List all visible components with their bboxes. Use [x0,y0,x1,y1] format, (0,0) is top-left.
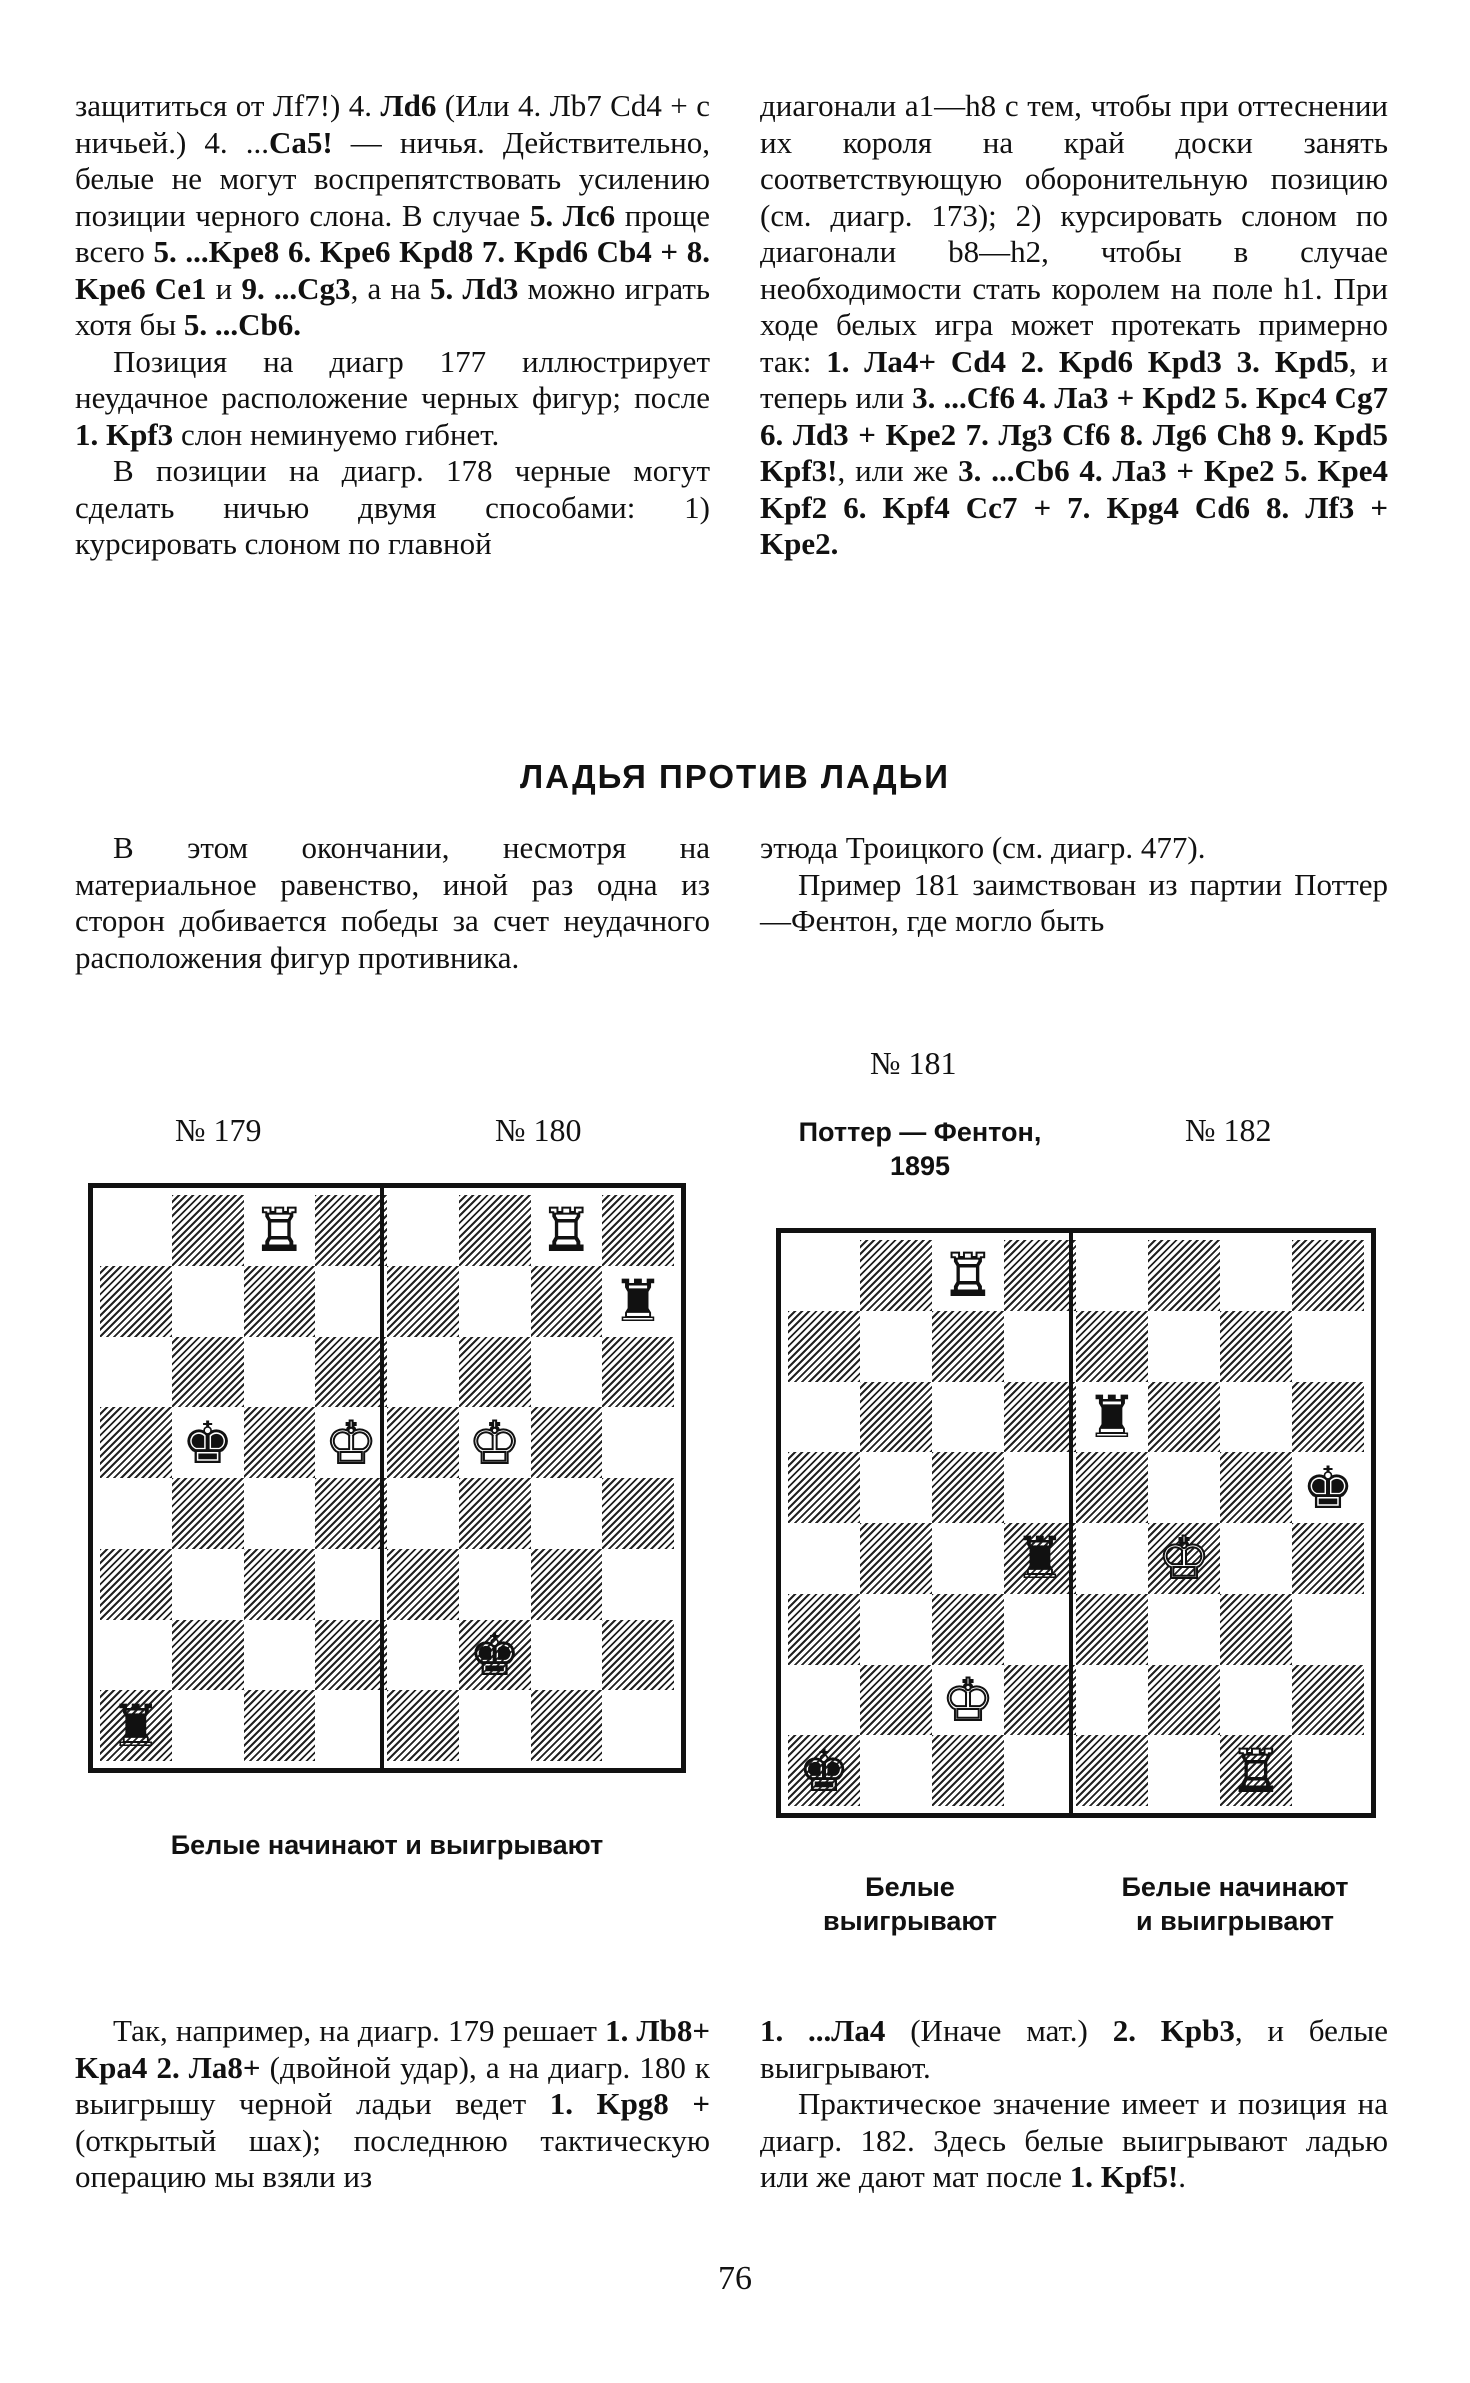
board-square [1148,1382,1220,1453]
board-square [1148,1311,1220,1382]
board-square [788,1735,860,1806]
diagram-181-game [760,1115,1080,1183]
board-square [315,1407,387,1478]
board-square [387,1690,459,1761]
paragraph: Пример 181 заимствован из партии Поттер—Фентон, где могло быть [760,866,1388,938]
diagram-181-players: Поттер — Фентон, [798,1117,1042,1147]
black-rook-icon: ♜ [109,1691,162,1760]
board-square [387,1337,459,1408]
board-square [387,1195,459,1266]
text-column-top-right [760,88,1388,563]
board-square [459,1266,531,1337]
diagram-180-label: № 180 [495,1112,582,1148]
board-square [1292,1382,1364,1453]
board-divider-left [380,1188,384,1768]
text-column-top-left [75,88,710,563]
board-square [244,1690,316,1761]
board-square [1076,1665,1148,1736]
board-square [172,1407,244,1478]
board-square [1292,1311,1364,1382]
board-square [1004,1665,1076,1736]
board-square [244,1337,316,1408]
board-square [100,1195,172,1266]
board-square [788,1594,860,1665]
paragraph: Позиция на диагр 177 иллюстрирует неудачное расположение черных фигур; после 1. Kpf3 слон неминуемо гибнет. [75,343,710,452]
paragraph: диагонали a1—h8 с тем, чтобы при оттеснении их короля на край доски занять соответствующую оборонительную позицию (см. диагр. 173); 2) курсировать слоном по диагонали b8—h2, чтобы в случае необходимости стать королем на поле h1. При ходе белых игра может протекать примерно так: 1. Ла4+ Cd4 2. Kpd6 Kpd3 3. Kpd5, и теперь или 3. ...Cf6 4. Ла3 + Kpd2 5. Kpc4 Cg7 6. Лd3 + Kpe2 7. Лg3 Cf6 8. Лg6 Ch8 9. Kpd5 Kpf3!, или же 3. ...Cb6 4. Ла3 + Kpe2 5. Kpe4 Kpf2 6. Kpf4 Cc7 + 7. Kpg4 Cd6 8. Лf3 + Kpe2. [760,88,1389,561]
caption-182-line1: Белые начинают [1121,1872,1349,1902]
board-square [244,1620,316,1691]
board-square [860,1311,932,1382]
board-square [459,1407,531,1478]
board-square [387,1407,459,1478]
board-square [244,1195,316,1266]
board-square [788,1523,860,1594]
paragraph: Практическое значение имеет и позиция на диагр. 182. Здесь белые выигрывают ладью или же дают мат после 1. Kpf5!. [760,2086,1388,2194]
white-king-icon: ♔ [1158,1524,1210,1593]
board-square [602,1337,674,1408]
board-square [860,1594,932,1665]
paragraph: Так, например, на диагр. 179 решает 1. Лb8+ Kpa4 2. Ла8+ (двойной удар), а на диагр. 180 к выигрышу черной ладьи ведет 1. Kpg8 + (открытый шах); последнюю тактическую операцию мы взяли из [75,2013,710,2194]
board-square [860,1382,932,1453]
white-rook-icon: ♖ [1230,1736,1282,1805]
board-square [1292,1665,1364,1736]
board-square [602,1620,674,1691]
caption-179-180: Белые начинают и выигрывают [170,1830,604,1860]
black-rook-icon: ♜ [1014,1524,1066,1593]
board-square [932,1665,1004,1736]
board-square [1292,1735,1364,1806]
diagram-181-year: 1895 [889,1151,951,1181]
board-square [459,1549,531,1620]
board-square [860,1665,932,1736]
board-square [788,1311,860,1382]
board-square [1292,1594,1364,1665]
chessboard-179-180 [88,1183,686,1773]
board-square [860,1240,932,1311]
board-divider-right [1069,1233,1073,1813]
board-square [244,1266,316,1337]
board-square [531,1478,603,1549]
board-square [172,1620,244,1691]
board-square [860,1523,932,1594]
board-square [1148,1665,1220,1736]
board-square [602,1549,674,1620]
board-square [1076,1452,1148,1523]
board-square [1292,1240,1364,1311]
board-square [315,1337,387,1408]
board-square [1148,1240,1220,1311]
board-square [1004,1311,1076,1382]
white-rook-icon: ♖ [540,1196,593,1265]
paragraph: этюда Троицкого (см. диагр. 477). [760,830,1206,865]
board-square [932,1735,1004,1806]
board-square [387,1478,459,1549]
board-square [602,1407,674,1478]
black-king-icon: ♚ [468,1620,521,1689]
board-square [1148,1735,1220,1806]
board-square [932,1311,1004,1382]
board-square [1220,1523,1292,1594]
board-square [1076,1594,1148,1665]
board-square [387,1549,459,1620]
board-square [1220,1735,1292,1806]
black-king-icon: ♚ [181,1408,234,1477]
board-square [602,1478,674,1549]
board-square [932,1523,1004,1594]
chessboard-181-182 [776,1228,1376,1818]
board-square [788,1665,860,1736]
board-square [315,1478,387,1549]
board-square [860,1735,932,1806]
board-square [1292,1523,1364,1594]
board-square [244,1407,316,1478]
board-square [602,1266,674,1337]
board-square [244,1478,316,1549]
board-square [459,1620,531,1691]
text-column-mid-left [75,830,710,976]
text-column-mid-right [760,830,1388,940]
board-square [531,1620,603,1691]
board-square [531,1407,603,1478]
white-king-icon: ♔ [942,1665,994,1734]
board-square [531,1337,603,1408]
board-square [172,1690,244,1761]
board-square [172,1337,244,1408]
board-square [1148,1594,1220,1665]
board-square [1004,1735,1076,1806]
white-rook-icon: ♖ [942,1241,994,1310]
board-square [1004,1382,1076,1453]
board-square [100,1690,172,1761]
diagram-179-label: № 179 [175,1112,262,1148]
board-square [1292,1452,1364,1523]
caption-182 [1090,1870,1380,1938]
board-square [860,1452,932,1523]
board-square [1220,1382,1292,1453]
section-heading: ЛАДЬЯ ПРОТИВ ЛАДЬИ [519,758,951,795]
board-square [1220,1311,1292,1382]
board-square [100,1407,172,1478]
board-square [100,1337,172,1408]
board-square [602,1690,674,1761]
board-square [1220,1240,1292,1311]
board-square [172,1549,244,1620]
board-square [172,1478,244,1549]
black-rook-icon: ♜ [612,1267,665,1336]
board-square [1220,1452,1292,1523]
black-king-icon: ♚ [798,1736,850,1805]
board-square [315,1620,387,1691]
board-square [932,1594,1004,1665]
board-square [1076,1240,1148,1311]
paragraph: В позиции на диагр. 178 черные могут сделать ничью двумя способами: 1) курсировать слоном по главной [75,453,710,561]
board-square [788,1382,860,1453]
board-square [1220,1594,1292,1665]
board-square [172,1195,244,1266]
board-square [315,1266,387,1337]
board-square [932,1382,1004,1453]
board-square [1004,1594,1076,1665]
diagram-181-label: № 181 [870,1045,957,1081]
board-square [100,1478,172,1549]
board-square [1076,1523,1148,1594]
board-square [1148,1523,1220,1594]
board-square [1076,1311,1148,1382]
board-square [100,1549,172,1620]
paragraph: защититься от Лf7!) 4. Лd6 (Или 4. Лb7 Cd4 + с ничьей.) 4. ...Ca5! — ничья. Действительно, белые не могут воспрепятствовать усилению позиции черного слона. В случае 5. Лс6 проще всего 5. ...Kpe8 6. Kpe6 Kpd8 7. Kpd6 Cb4 + 8. Kpe6 Ce1 и 9. ...Cg3, а на 5. Лd3 можно играть хотя бы 5. ...Cb6. [75,88,711,342]
board-square [932,1240,1004,1311]
board-square [1004,1523,1076,1594]
white-rook-icon: ♖ [253,1196,306,1265]
board-square [459,1337,531,1408]
board-square [788,1452,860,1523]
board-square [315,1549,387,1620]
board-grid-right [788,1240,1364,1806]
paragraph: 1. ...Ла4 (Иначе мат.) 2. Kpb3, и белые выигрывают. [760,2013,1388,2085]
white-king-icon: ♔ [468,1408,521,1477]
board-grid-left [100,1195,674,1761]
caption-182-line2: и выигрывают [1135,1906,1335,1936]
page-number: 76 [718,2260,752,2297]
board-square [1148,1452,1220,1523]
board-square [459,1478,531,1549]
board-square [531,1266,603,1337]
board-square [531,1690,603,1761]
board-square [387,1620,459,1691]
board-square [531,1549,603,1620]
caption-181-line2: выигрывают [823,1906,997,1936]
caption-181-line1: Белые [865,1872,955,1902]
paragraph: В этом окончании, несмотря на материальное равенство, иной раз одна из сторон добивается победы за счет неудачного расположения фигур противника. [75,830,710,975]
board-square [788,1240,860,1311]
board-square [172,1266,244,1337]
white-king-icon: ♔ [325,1408,378,1477]
board-square [1076,1735,1148,1806]
black-king-icon: ♚ [1302,1453,1354,1522]
board-square [459,1195,531,1266]
black-rook-icon: ♜ [1086,1382,1138,1451]
board-square [315,1690,387,1761]
board-square [531,1195,603,1266]
board-square [459,1690,531,1761]
text-column-bottom-right [760,2013,1388,2196]
board-square [1004,1452,1076,1523]
board-square [244,1549,316,1620]
text-column-bottom-left [75,2013,710,2196]
board-square [315,1195,387,1266]
board-square [387,1266,459,1337]
diagram-182-label: № 182 [1185,1112,1272,1148]
caption-181 [790,1870,1030,1938]
board-square [1076,1382,1148,1453]
board-square [602,1195,674,1266]
board-square [1004,1240,1076,1311]
board-square [1220,1665,1292,1736]
board-square [100,1266,172,1337]
board-square [932,1452,1004,1523]
board-square [100,1620,172,1691]
